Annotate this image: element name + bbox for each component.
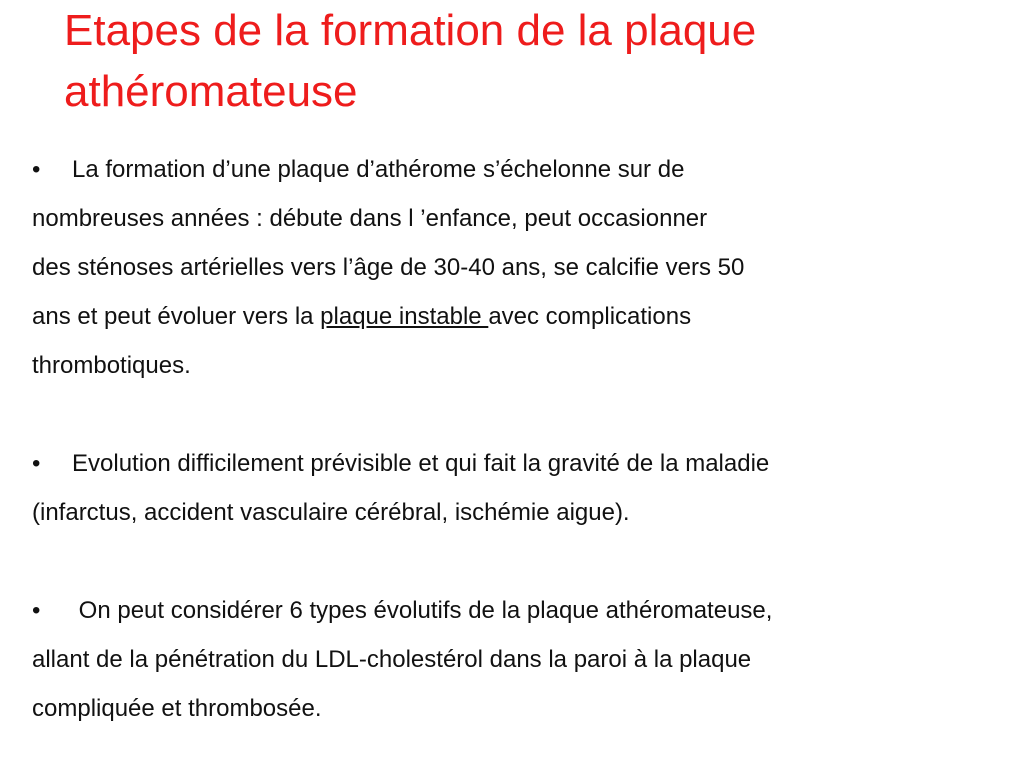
paragraph-1-line-5: thrombotiques. (32, 352, 191, 379)
paragraph-2-line-1-text: Evolution difficilement prévisible et qui fait la gravité de la maladie (72, 450, 770, 477)
paragraph-1-line-4-start: ans et peut évoluer vers la (32, 303, 321, 330)
plaque-instable-link[interactable]: plaque instable (320, 303, 489, 330)
bullet-paragraph-2 (32, 439, 1012, 537)
bullet-paragraph-1 (32, 145, 1012, 390)
slide-title (64, 0, 1004, 122)
paragraph-3-line-1-text: On peut considérer 6 types évolutifs de la plaque athéromateuse, (72, 597, 773, 624)
bullet-icon: • (32, 450, 41, 477)
paragraph-spacer (32, 537, 1012, 586)
paragraph-1-line-3: des sténoses artérielles vers l’âge de 30-40 ans, se calcifie vers 50 (32, 254, 745, 281)
slide-title-line-2: athéromateuse (64, 67, 358, 116)
paragraph-3-line-3: compliquée et thrombosée. (32, 695, 322, 722)
slide-title-line-1: Etapes de la formation de la plaque (64, 6, 757, 55)
paragraph-1-line-1 (32, 145, 1012, 194)
bullet-icon: • (32, 156, 41, 183)
paragraph-1-line-4-end: avec complications (488, 303, 692, 330)
paragraph-3-line-2: allant de la pénétration du LDL-cholestérol dans la paroi à la plaque (32, 646, 752, 673)
bullet-paragraph-3 (32, 586, 1012, 733)
paragraph-1-line-1-text: La formation d’une plaque d’athérome s’échelonne sur de (72, 156, 685, 183)
paragraph-2-line-2: (infarctus, accident vasculaire cérébral, ischémie aigue). (32, 499, 630, 526)
paragraph-spacer (32, 390, 1012, 439)
bullet-icon: • (32, 597, 41, 624)
paragraph-2-line-1 (32, 439, 1012, 488)
paragraph-1-line-4 (32, 292, 1012, 341)
paragraph-3-line-1 (32, 586, 1012, 635)
slide-body (32, 145, 1012, 733)
paragraph-1-line-2: nombreuses années : débute dans l ’enfance, peut occasionner (32, 205, 708, 232)
